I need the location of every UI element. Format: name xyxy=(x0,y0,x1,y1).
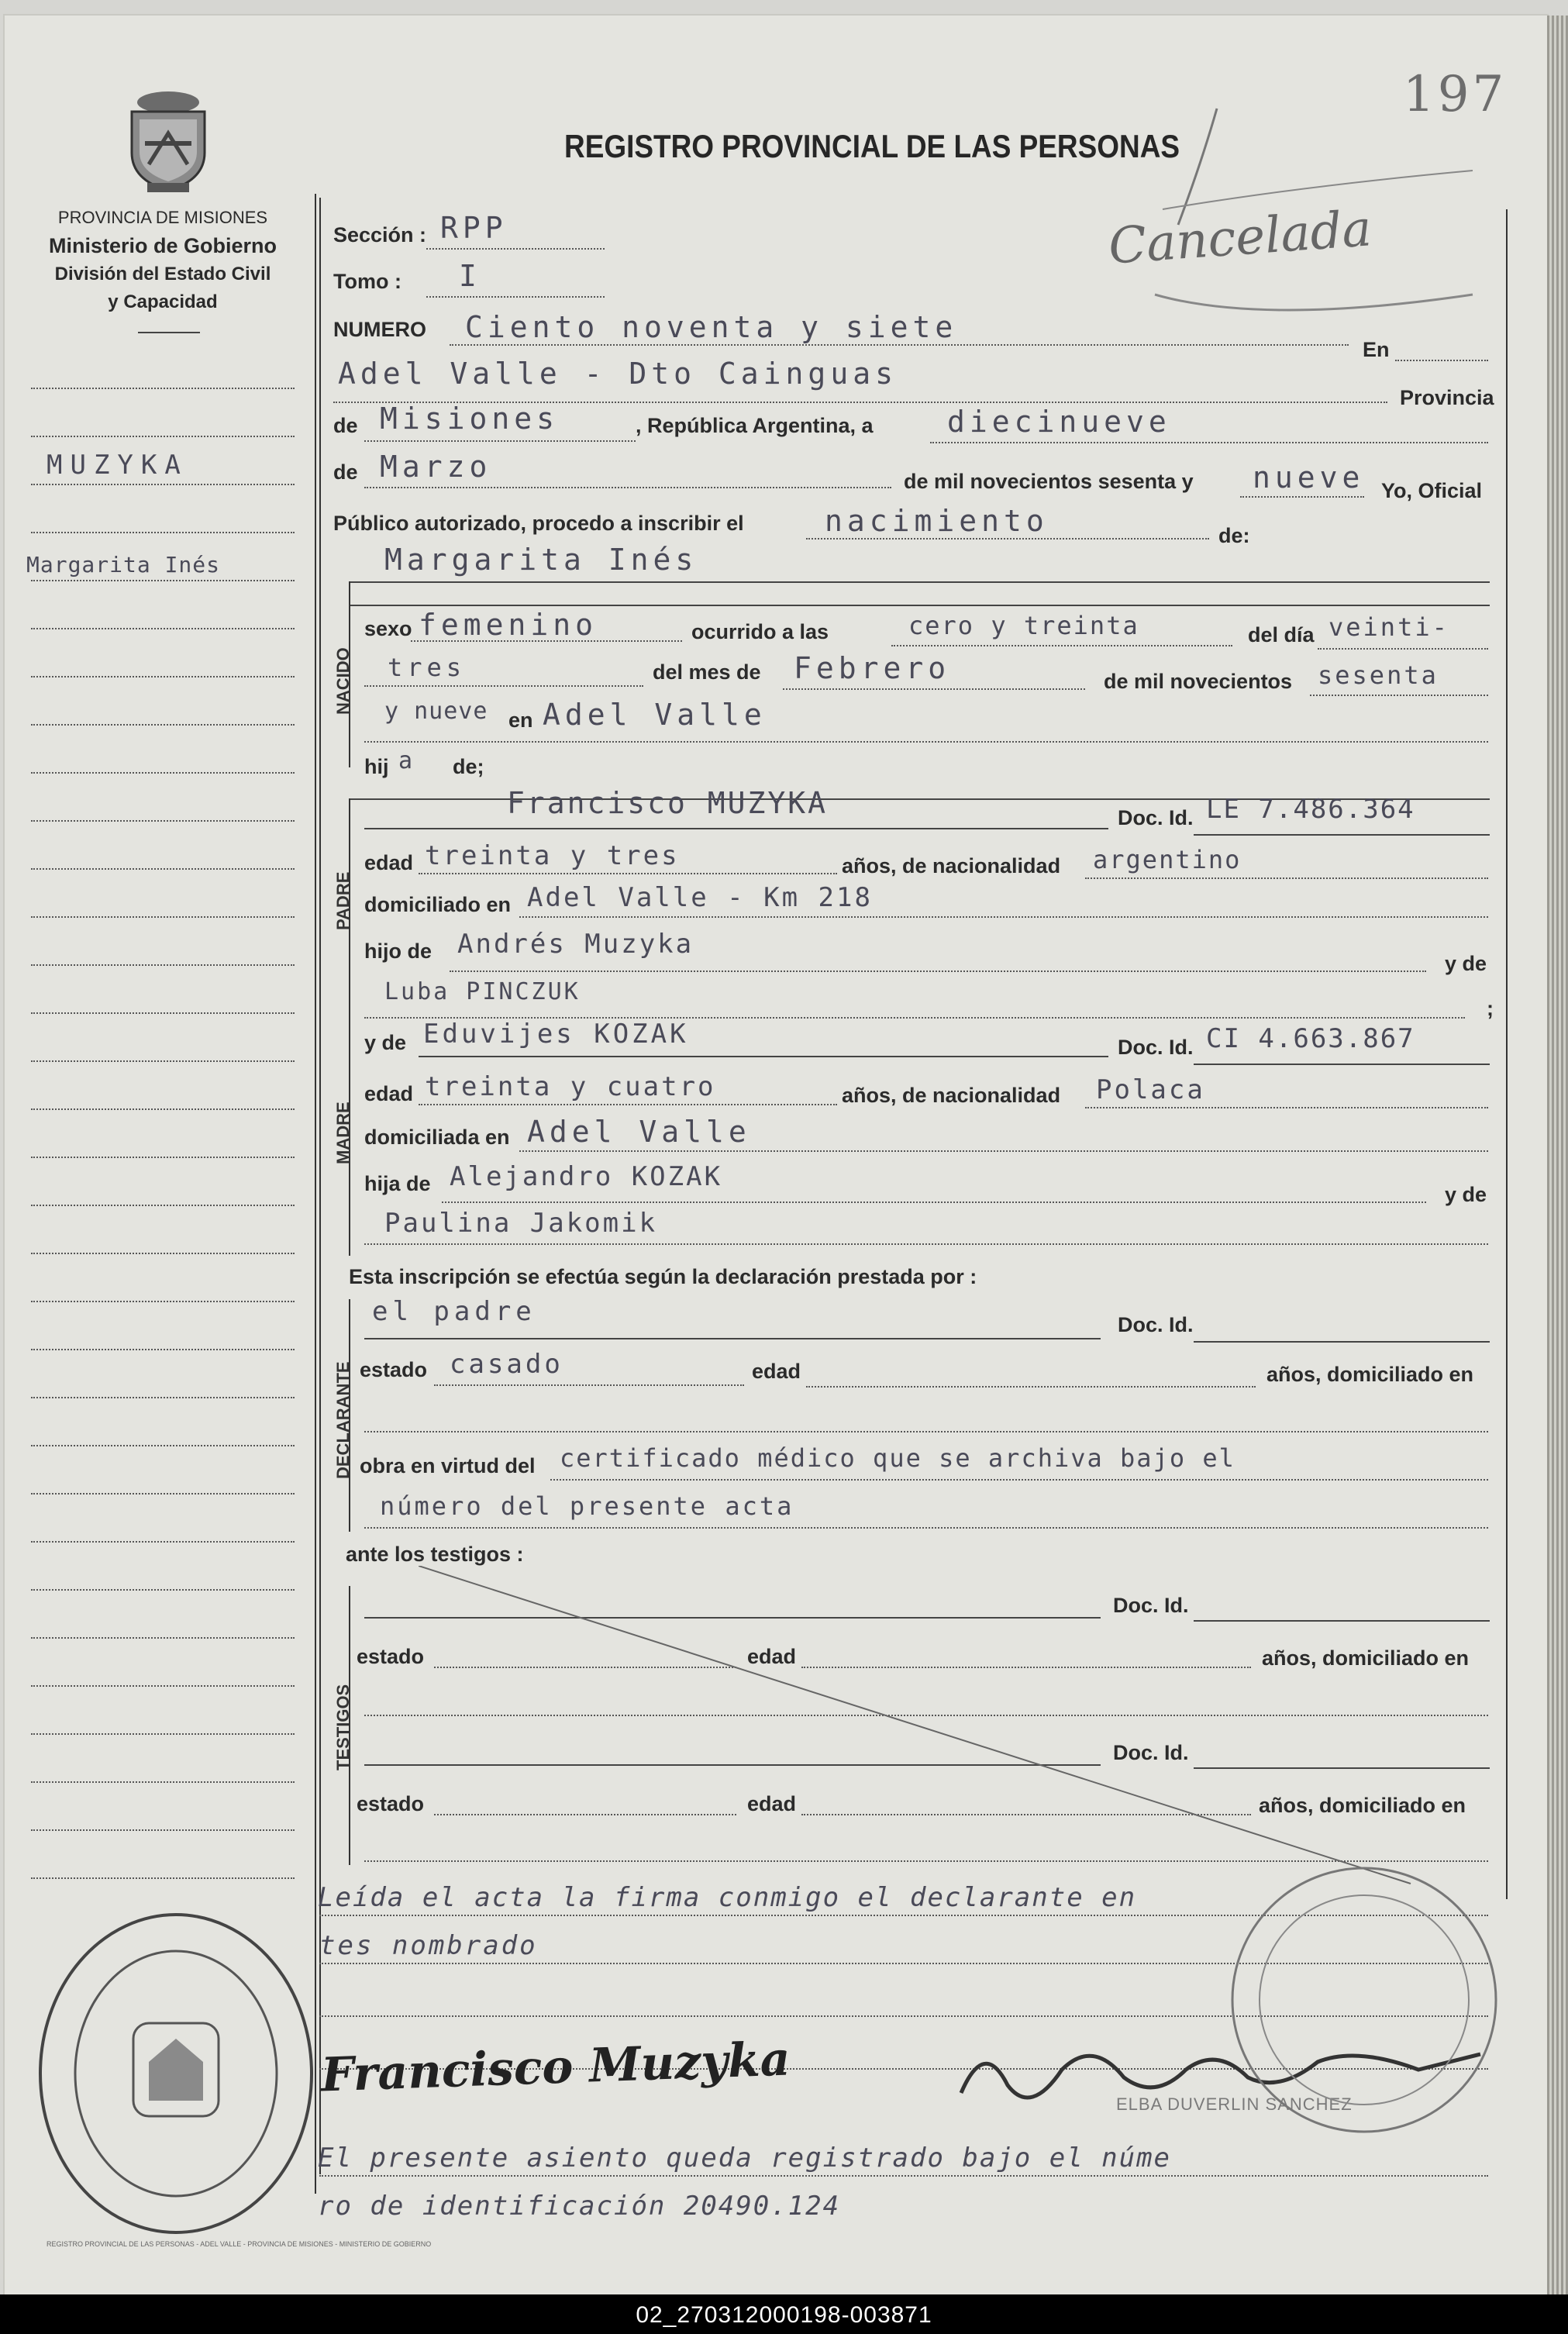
seccion-value: RPP xyxy=(440,211,508,245)
margin-ruled-line xyxy=(31,772,295,774)
cancel-mark: Cancelada xyxy=(1106,200,1373,276)
nacido-name: Margarita Inés xyxy=(384,543,698,577)
provincia-label: Provincia xyxy=(1400,386,1494,409)
declarante-dom-text: años, domiciliado en xyxy=(1266,1363,1474,1386)
official-seal-left-icon xyxy=(33,1907,319,2240)
closing-line-1: Leída el acta la firma conmigo el declarante en xyxy=(318,1882,1137,1913)
declarante-edad-label: edad xyxy=(752,1360,801,1383)
scan-footer xyxy=(0,2294,1568,2334)
book-page-edges xyxy=(1547,16,1568,2294)
testigo1-edad-label: edad xyxy=(747,1645,797,1668)
en-dots xyxy=(1395,360,1488,361)
padre-label: PADRE xyxy=(333,871,353,930)
dia-value-2: tres xyxy=(388,653,467,682)
en-label: En xyxy=(1363,338,1390,361)
madre-doc-label: Doc. Id. xyxy=(1118,1036,1194,1059)
hij-value: a xyxy=(398,747,418,774)
page-number: 197 xyxy=(1403,66,1508,123)
numero-label: NUMERO xyxy=(333,318,426,341)
margin-ruled-line xyxy=(31,1685,295,1687)
madre-mother-value: Paulina Jakomik xyxy=(384,1208,658,1239)
margin-ruled-line xyxy=(31,1781,295,1783)
margin-surname: MUZYKA xyxy=(47,450,188,481)
padre-nac-value: argentino xyxy=(1093,845,1242,874)
declarante-estado-label: estado xyxy=(360,1358,428,1381)
padre-edad-label: edad xyxy=(364,851,414,874)
madre-name: Eduvijes KOZAK xyxy=(423,1019,689,1050)
testigo1-doc-label: Doc. Id. xyxy=(1113,1594,1189,1617)
provincia-dots xyxy=(364,440,636,442)
declarante-edad-dots xyxy=(806,1386,1256,1388)
declarante-obra-dots xyxy=(550,1479,1488,1481)
padre-doc-value: LE 7.486.364 xyxy=(1206,794,1415,825)
declarante-obra2-dots xyxy=(364,1527,1488,1529)
note-line-1: El presente asiento queda registrado bajo el núme xyxy=(318,2143,1172,2174)
margin-ruled-line xyxy=(31,1877,295,1879)
margin-ruled-line xyxy=(31,1349,295,1350)
padre-y-de: y de xyxy=(1445,952,1487,975)
mes-text: del mes de xyxy=(653,660,761,684)
de-colon: de: xyxy=(1218,524,1250,547)
nacido-label: NACIDO xyxy=(333,647,353,715)
padre-doc-label: Doc. Id. xyxy=(1118,806,1194,829)
declarante-who-value: el padre xyxy=(372,1296,536,1327)
month-dots xyxy=(364,487,891,488)
padre-father-dots xyxy=(450,970,1426,972)
dia-dots xyxy=(1318,648,1488,650)
margin-ruled-line xyxy=(31,1733,295,1735)
padre-mother-value: Luba PINCZUK xyxy=(384,978,581,1005)
main-right-rule xyxy=(1506,209,1508,1899)
note-line1-dots xyxy=(319,2175,1488,2177)
margin-ruled-line xyxy=(31,964,295,966)
margin-ruled-line xyxy=(31,1253,295,1254)
madre-label: MADRE xyxy=(333,1101,353,1164)
oficial-text: Yo, Oficial xyxy=(1381,479,1483,502)
mes-dots xyxy=(783,688,1085,690)
org-line-2: Ministerio de Gobierno xyxy=(48,234,277,257)
madre-father-value: Alejandro KOZAK xyxy=(450,1161,723,1192)
org-line-1: PROVINCIA DE MISIONES xyxy=(57,208,268,227)
testigo1-dom-text: años, domiciliado en xyxy=(1262,1646,1470,1670)
testigos-label: TESTIGOS xyxy=(333,1684,353,1770)
cancel-stroke-icon xyxy=(1147,93,1496,333)
padre-doc-line xyxy=(1194,834,1490,836)
padre-semicolon: ; xyxy=(1487,997,1494,1020)
madre-name-line xyxy=(419,1056,1108,1057)
officer-stamp: ELBA DUVERLIN SANCHEZ xyxy=(1116,2094,1353,2114)
declarante-estado-value: casado xyxy=(450,1349,563,1380)
org-underline xyxy=(138,332,200,333)
madre-nac-text: años, de nacionalidad xyxy=(842,1084,1061,1107)
dia2-dots xyxy=(364,685,643,687)
padre-dom-label: domiciliado en xyxy=(364,893,512,916)
anio-value: sesenta xyxy=(1318,660,1439,690)
margin-ruled-line xyxy=(31,484,295,485)
sexo-value: femenino xyxy=(419,608,598,642)
margin-ruled-line xyxy=(31,676,295,677)
de-label-2: de xyxy=(333,460,358,484)
en-text: en xyxy=(508,708,533,732)
declarante-dom-dots xyxy=(364,1431,1488,1432)
sexo-label: sexo xyxy=(364,617,412,640)
declarante-doc-label: Doc. Id. xyxy=(1118,1313,1194,1336)
madre-doc-value: CI 4.663.867 xyxy=(1206,1023,1415,1054)
year-text: de mil novecientos sesenta y xyxy=(904,470,1194,493)
margin-ruled-line xyxy=(31,1060,295,1062)
margin-ruled-line xyxy=(31,1301,295,1302)
hora-dots xyxy=(891,645,1232,646)
del-dia-text: del día xyxy=(1248,623,1315,646)
org-line-4: y Capacidad xyxy=(108,291,218,312)
coat-of-arms-icon xyxy=(118,87,219,195)
act-type-value: nacimiento xyxy=(825,504,1049,538)
madre-mother-dots xyxy=(364,1243,1488,1245)
tomo-label: Tomo : xyxy=(333,270,401,293)
declarante-estado-dots xyxy=(434,1384,744,1386)
numero-value: Ciento noventa y siete xyxy=(465,310,958,344)
closing-line-2: tes nombrado xyxy=(319,1930,538,1961)
margin-given-names: Margarita Inés xyxy=(26,552,221,577)
madre-edad-dots xyxy=(419,1104,837,1105)
margin-ruled-line xyxy=(31,1205,295,1206)
de-label: de xyxy=(333,414,358,437)
padre-name-line xyxy=(364,828,1108,829)
margin-ruled-line xyxy=(31,868,295,870)
testigo2-estado-label: estado xyxy=(357,1792,425,1815)
mes-value: Febrero xyxy=(794,651,951,685)
provincia-value: Misiones xyxy=(380,402,560,436)
margin-ruled-line xyxy=(31,1637,295,1639)
anio-dots xyxy=(1310,695,1488,696)
page-title: REGISTRO PROVINCIAL DE LAS PERSONAS xyxy=(564,128,1180,164)
margin-ruled-line xyxy=(31,1445,295,1446)
republica-text: , República Argentina, a xyxy=(636,414,874,437)
margin-ruled-line xyxy=(31,1493,295,1495)
madre-nac-dots xyxy=(1085,1107,1488,1108)
place-value: Adel Valle - Dto Cainguas xyxy=(338,357,898,391)
margin-ruled-line xyxy=(31,1012,295,1014)
anio-text: de mil novecientos xyxy=(1104,670,1293,693)
org-line-3: División del Estado Civil xyxy=(54,264,271,284)
tomo-dots xyxy=(426,296,605,298)
madre-nac-value: Polaca xyxy=(1096,1074,1205,1105)
anio-value-2: y nueve xyxy=(384,698,488,725)
official-seal-right-icon xyxy=(1217,1845,1511,2155)
image-id-label: 02_270312000198-003871 xyxy=(636,2302,932,2328)
hij-de: de; xyxy=(453,755,484,778)
margin-ruled-line xyxy=(31,1589,295,1591)
testigos-intro: ante los testigos : xyxy=(346,1543,524,1566)
testigo2-doc-label: Doc. Id. xyxy=(1113,1741,1189,1764)
declarant-signature: Francisco Muzyka xyxy=(319,2032,791,2103)
declarante-intro: Esta inscripción se efectúa según la declaración prestada por : xyxy=(349,1265,977,1288)
margin-ruled-line xyxy=(31,916,295,918)
note-line-2: ro de identificación 20490.124 xyxy=(318,2191,841,2222)
madre-dom-dots xyxy=(519,1150,1488,1152)
margin-ruled-line xyxy=(31,820,295,822)
margin-ruled-line xyxy=(31,532,295,533)
dia-value: veinti- xyxy=(1328,612,1449,642)
lugar-dots xyxy=(364,741,1488,743)
publico-text: Público autorizado, procedo a inscribir el xyxy=(333,512,744,535)
declarante-obra-label: obra en virtud del xyxy=(360,1454,536,1477)
day-value: diecinueve xyxy=(947,405,1171,439)
testigos-cancel-line-icon xyxy=(419,1566,1426,1891)
seccion-label: Sección : xyxy=(333,223,427,247)
sexo-dots xyxy=(411,640,682,642)
padre-edad-value: treinta y tres xyxy=(425,840,680,871)
year-value: nueve xyxy=(1253,460,1365,495)
padre-hijo-de-label: hijo de xyxy=(364,939,432,963)
year-dots xyxy=(1240,496,1364,498)
hora-value: cero y treinta xyxy=(908,611,1139,640)
margin-ruled-line xyxy=(31,1157,295,1158)
declarante-obra-value: certificado médico que se archiva bajo el xyxy=(560,1443,1235,1473)
padre-nac-dots xyxy=(1085,877,1488,879)
margin-ruled-line xyxy=(31,1541,295,1543)
declarante-who-line xyxy=(364,1338,1101,1339)
seccion-dots xyxy=(426,248,605,250)
madre-hija-de-label: hija de xyxy=(364,1172,431,1195)
margin-ruled-line xyxy=(31,1829,295,1831)
padre-dom-dots xyxy=(519,916,1488,918)
margin-ruled-line xyxy=(31,436,295,437)
hij-text: hij xyxy=(364,755,389,778)
lugar-value: Adel Valle xyxy=(543,698,767,732)
margin-ruled-line xyxy=(31,724,295,726)
numero-dots xyxy=(450,344,1349,346)
ocurrido-text: ocurrido a las xyxy=(691,620,829,643)
madre-edad-value: treinta y cuatro xyxy=(425,1071,716,1102)
seal-text: REGISTRO PROVINCIAL DE LAS PERSONAS - ADEL VALLE - PROVINCIA DE MISIONES - MINISTERIO DE GOBIERNO xyxy=(47,2240,432,2248)
tomo-value: I xyxy=(459,259,481,293)
declarante-obra-value-2: número del presente acta xyxy=(380,1491,794,1521)
madre-y-de: y de xyxy=(1445,1183,1487,1206)
testigo1-estado-label: estado xyxy=(357,1645,425,1668)
margin-ruled-line xyxy=(31,628,295,629)
month-value: Marzo xyxy=(380,450,492,484)
margin-ruled-line xyxy=(31,388,295,389)
padre-name: Francisco MUZYKA xyxy=(507,786,829,820)
margin-ruled-line xyxy=(31,1108,295,1110)
madre-doc-line xyxy=(1194,1064,1490,1065)
madre-y-de-label: y de xyxy=(364,1031,407,1054)
padre-dom-value: Adel Valle - Km 218 xyxy=(527,882,873,913)
nacido-name-line xyxy=(350,581,1490,583)
declarante-label: DECLARANTE xyxy=(333,1361,353,1479)
testigo2-dom-text: años, domiciliado en xyxy=(1259,1794,1466,1817)
madre-dom-label: domiciliada en xyxy=(364,1126,510,1149)
nacido-top-line xyxy=(350,605,1490,606)
day-dots xyxy=(930,442,1488,443)
madre-edad-label: edad xyxy=(364,1082,414,1105)
padre-nac-text: años, de nacionalidad xyxy=(842,854,1061,877)
madre-dom-value: Adel Valle xyxy=(527,1115,751,1149)
main-left-rule xyxy=(319,198,321,2174)
padre-edad-dots xyxy=(419,873,837,874)
margin-ruled-line xyxy=(31,1397,295,1398)
declarante-doc-line xyxy=(1194,1341,1490,1343)
madre-father-dots xyxy=(442,1201,1426,1203)
padre-father-value: Andrés Muzyka xyxy=(457,929,694,960)
testigo2-edad-label: edad xyxy=(747,1792,797,1815)
margin-divider xyxy=(315,194,316,2194)
margin-ruled-line xyxy=(31,580,295,581)
act-type-dots xyxy=(806,538,1209,540)
